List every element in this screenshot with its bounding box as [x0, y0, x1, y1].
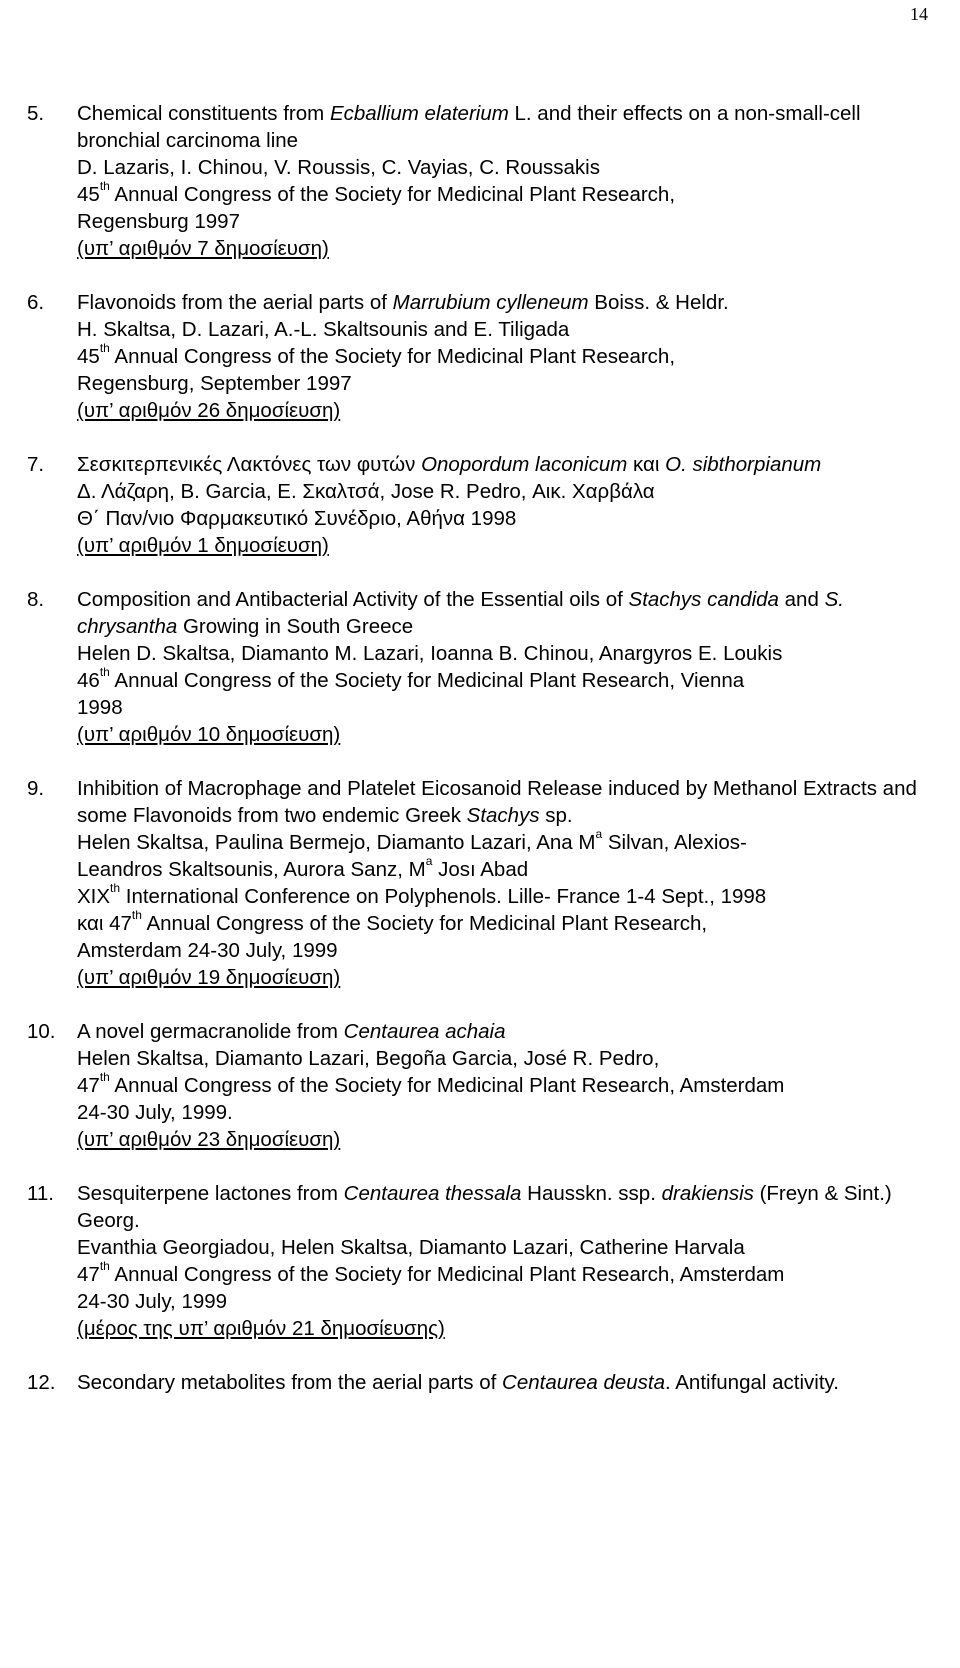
entry-authors-text: Josı Abad: [432, 858, 529, 881]
publication-entry: [27, 100, 932, 262]
species-name: Stachys candida: [628, 588, 779, 611]
publication-entry: [27, 451, 932, 559]
species-name: Centaurea deusta: [502, 1371, 665, 1394]
entry-venue: [77, 1099, 932, 1126]
entry-venue: [77, 694, 932, 721]
species-name: S. chrysantha: [77, 588, 844, 638]
entry-reference-link: [77, 235, 932, 262]
entry-title: [77, 451, 932, 478]
entry-venue: [77, 505, 932, 532]
entry-venue-text: Regensburg, September 1997: [77, 372, 352, 395]
entry-venue: [77, 910, 932, 937]
entry-authors: [77, 856, 932, 883]
entry-venue: [77, 1072, 932, 1099]
entry-venue-text: 46: [77, 669, 100, 692]
reference-text: (υπ’ αριθμόν 1 δημοσίευση): [77, 534, 329, 557]
entry-authors: [77, 829, 932, 856]
entry-body: [77, 1369, 932, 1396]
entry-title: [77, 1369, 932, 1396]
entry-authors-text: Silvan, Alexios-: [602, 831, 747, 854]
entry-venue: [77, 1288, 932, 1315]
title-text: Growing in South Greece: [177, 615, 414, 638]
reference-text: (υπ’ αριθμόν 23 δημοσίευση): [77, 1128, 341, 1151]
entry-number: 12.: [27, 1371, 56, 1394]
title-text: Sesquiterpene lactones from: [77, 1182, 344, 1205]
entry-number: 11.: [27, 1182, 54, 1205]
entry-body: [77, 289, 932, 424]
entry-venue-superscript: th: [99, 1259, 110, 1274]
entry-venue: [77, 883, 932, 910]
title-text: Secondary metabolites from the aerial parts of: [77, 1371, 503, 1394]
title-text: Chemical constituents from: [77, 102, 330, 125]
entry-venue-text: 24-30 July, 1999.: [77, 1101, 233, 1124]
publication-entry: [27, 289, 932, 424]
entry-venue-text: Annual Congress of the Society for Medicinal Plant Research, Amsterdam: [109, 1074, 785, 1097]
species-name: Onopordum laconicum: [421, 453, 628, 476]
entry-reference-link: [77, 1315, 932, 1342]
entry-body: [77, 1018, 932, 1153]
entry-venue-text: Θ΄ Παν/νιο Φαρμακευτικό Συνέδριο, Αθήνα 1998: [77, 507, 517, 530]
entry-title: [77, 775, 932, 829]
entry-body: [77, 451, 932, 559]
entry-venue-text: International Conference on Polyphenols. Lille- France 1-4 Sept., 1998: [120, 885, 767, 908]
title-text: Inhibition of Macrophage and Platelet Eicosanoid Release induced by Methanol Extracts and some Flavonoids from two endemic Greek: [77, 777, 917, 827]
entry-number: 9.: [27, 777, 45, 800]
title-text: Boiss. & Heldr.: [588, 291, 729, 314]
entry-body: [77, 775, 932, 991]
species-name: Centaurea thessala: [343, 1182, 522, 1205]
entry-venue-text: 47: [77, 1263, 100, 1286]
entry-title: [77, 586, 932, 640]
entry-title: [77, 1180, 932, 1234]
title-text: Composition and Antibacterial Activity of the Essential oils of: [77, 588, 629, 611]
entry-venue-text: και 47: [77, 912, 132, 935]
entry-reference-link: [77, 721, 932, 748]
entry-title: [77, 100, 932, 154]
entry-authors: Δ. Λάζαρη, Β. Garcia, E. Σκαλτσά, Jose R. Pedro, Αικ. Χαρβάλα: [77, 480, 655, 503]
entry-venue-superscript: th: [131, 908, 142, 923]
entry-venue: [77, 181, 932, 208]
publication-entry: [27, 1180, 932, 1342]
species-name: drakiensis: [661, 1182, 754, 1205]
entry-title: [77, 289, 932, 316]
species-name: O. sibthorpianum: [665, 453, 822, 476]
reference-text: (υπ’ αριθμόν 19 δημοσίευση): [77, 966, 341, 989]
publication-entry: [27, 1018, 932, 1153]
entry-authors-superscript: a: [425, 854, 433, 869]
entry-number: 5.: [27, 102, 45, 125]
entry-venue-text: Amsterdam 24-30 July, 1999: [77, 939, 338, 962]
title-text: Hausskn. ssp.: [521, 1182, 662, 1205]
entry-venue: [77, 1261, 932, 1288]
entry-venue-text: Annual Congress of the Society for Medicinal Plant Research,: [109, 183, 676, 206]
entry-venue-superscript: th: [99, 179, 110, 194]
entry-body: [77, 1180, 932, 1342]
title-text: και: [627, 453, 666, 476]
entry-reference-link: [77, 1126, 932, 1153]
species-name: Ecballium elaterium: [329, 102, 509, 125]
entry-venue-text: 45: [77, 345, 100, 368]
entry-venue-text: XIX: [77, 885, 111, 908]
entry-venue-text: 47: [77, 1074, 100, 1097]
entry-venue-superscript: th: [99, 1070, 110, 1085]
entry-authors: Helen D. Skaltsa, Diamanto M. Lazari, Ioanna B. Chinou, Anargyros E. Loukis: [77, 642, 783, 665]
entry-venue-text: 45: [77, 183, 100, 206]
entry-number: 6.: [27, 291, 45, 314]
publication-entry: [27, 775, 932, 991]
reference-text: (υπ’ αριθμόν 26 δημοσίευση): [77, 399, 341, 422]
species-name: Marrubium cylleneum: [392, 291, 589, 314]
entry-venue-text: Regensburg 1997: [77, 210, 240, 233]
entry-venue-text: Annual Congress of the Society for Medicinal Plant Research,: [141, 912, 708, 935]
title-text: Σεσκιτερπενικές Λακτόνες των φυτών: [77, 453, 422, 476]
entry-venue-text: Annual Congress of the Society for Medicinal Plant Research, Vienna: [109, 669, 745, 692]
entry-venue: [77, 937, 932, 964]
entry-reference-link: [77, 397, 932, 424]
entry-reference-link: [77, 964, 932, 991]
title-text: sp.: [539, 804, 573, 827]
entry-venue: [77, 208, 932, 235]
publication-entry: [27, 586, 932, 748]
entry-venue: [77, 343, 932, 370]
species-name: Centaurea achaia: [343, 1020, 506, 1043]
publication-entry: [27, 1369, 932, 1396]
entry-venue-text: 1998: [77, 696, 123, 719]
entry-reference-link: [77, 532, 932, 559]
reference-text: (μέρος της υπ’ αριθμόν 21 δημοσίευσης): [77, 1317, 445, 1340]
entry-authors: D. Lazaris, I. Chinou, V. Roussis, C. Vayias, C. Roussakis: [77, 156, 600, 179]
entry-venue-text: 24-30 July, 1999: [77, 1290, 228, 1313]
entry-authors-text: Helen Skaltsa, Paulina Bermejo, Diamanto Lazari, Ana M: [77, 831, 596, 854]
entry-venue: [77, 370, 932, 397]
entry-venue-superscript: th: [99, 665, 110, 680]
title-text: and: [778, 588, 825, 611]
entry-body: [77, 586, 932, 748]
entry-number: 7.: [27, 453, 45, 476]
entry-venue-superscript: th: [110, 881, 121, 896]
entry-authors-text: Leandros Skaltsounis, Aurora Sanz, M: [77, 858, 426, 881]
title-text: . Antifungal activity.: [665, 1371, 839, 1394]
title-text: Flavonoids from the aerial parts of: [77, 291, 393, 314]
reference-text: (υπ’ αριθμόν 7 δημοσίευση): [77, 237, 329, 260]
reference-text: (υπ’ αριθμόν 10 δημοσίευση): [77, 723, 341, 746]
entry-body: [77, 100, 932, 262]
entry-venue-text: Annual Congress of the Society for Medicinal Plant Research, Amsterdam: [109, 1263, 785, 1286]
title-text: L. and their effects on a non-small-cell bronchial carcinoma line: [77, 102, 861, 152]
entry-venue-superscript: th: [99, 341, 110, 356]
page-number: 14: [910, 4, 928, 24]
entry-authors: Helen Skaltsa, Diamanto Lazari, Begoña Garcia, José R. Pedro,: [77, 1047, 660, 1070]
species-name: Stachys: [466, 804, 540, 827]
title-text: (Freyn & Sint.) Georg.: [77, 1182, 892, 1232]
entry-authors-superscript: a: [595, 827, 603, 842]
entry-number: 8.: [27, 588, 45, 611]
title-text: A novel germacranolide from: [77, 1020, 344, 1043]
entry-authors: Evanthia Georgiadou, Helen Skaltsa, Diamanto Lazari, Catherine Harvala: [77, 1236, 745, 1259]
entry-venue-text: Annual Congress of the Society for Medicinal Plant Research,: [109, 345, 676, 368]
publication-list: [27, 100, 932, 1423]
entry-venue: [77, 667, 932, 694]
entry-authors: H. Skaltsa, D. Lazari, A.-L. Skaltsounis and E. Tiligada: [77, 318, 570, 341]
entry-title: [77, 1018, 932, 1045]
entry-number: 10.: [27, 1020, 56, 1043]
